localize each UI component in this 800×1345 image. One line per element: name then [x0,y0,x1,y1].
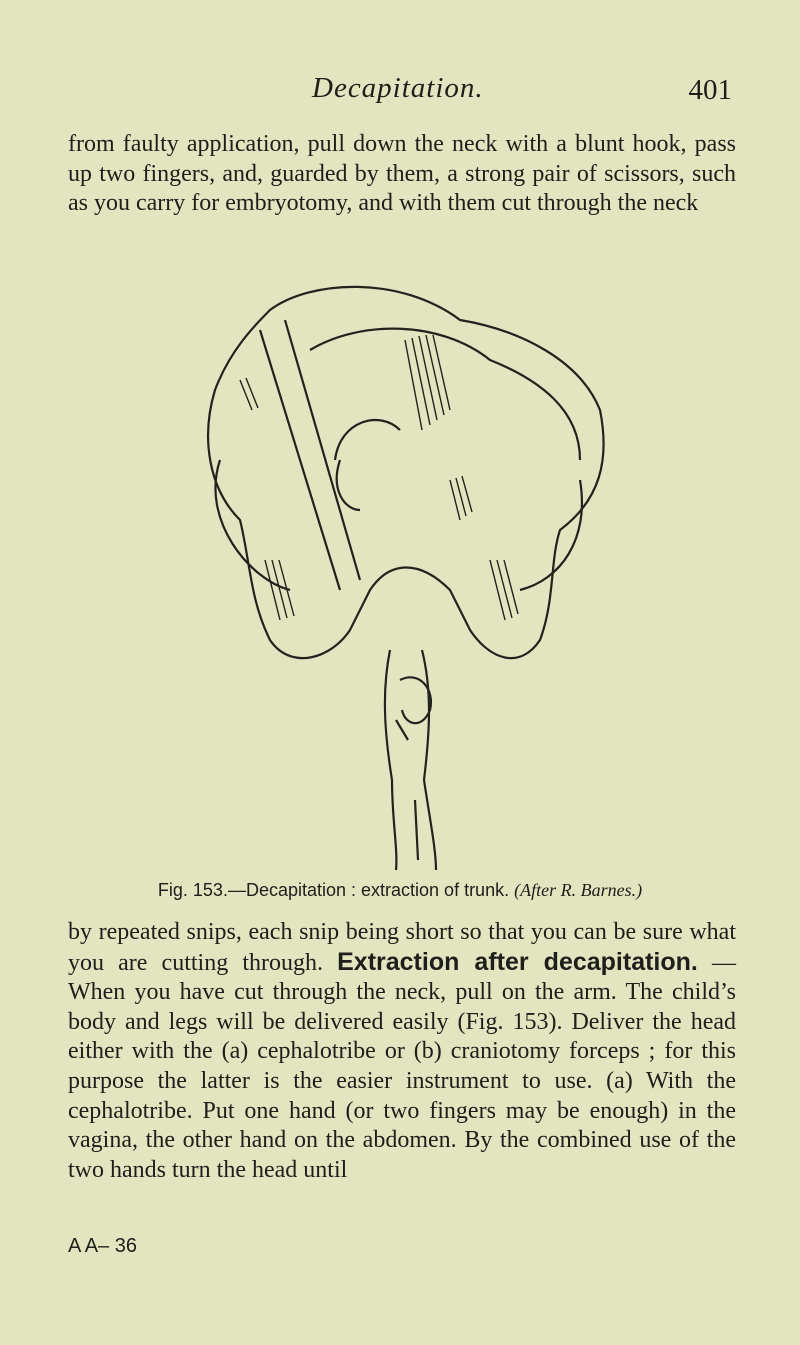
running-title: Decapitation. [312,72,484,104]
paragraph-top [68,130,736,219]
figure-caption-text: Fig. 153.—Decapitation : extraction of trunk. [157,880,510,900]
figure-credit: (After R. Barnes.) [514,880,643,900]
figure-caption [0,880,800,901]
paragraph-bottom [68,918,736,1185]
decapitation-diagram [160,260,640,880]
paragraph-lead-text: by repeated snips, each snip being short so that you can be sure what you are cutting through. [68,919,736,976]
paragraph-body-text: — When you have cut through the neck, pull on the arm. The child’s body and legs will be delivered easily (Fig. 153). Deliver the head either with the (a) cephalotribe or (b) craniotomy forceps ; for this purpose the latter is the easier instrument to use. (a) With the cephalotribe. Put one hand (or two fingers may be enough) in the vagina, the other hand on the abdomen. By the combined use of the two hands turn the head until [68,949,736,1183]
paragraph-bottom-text [68,918,736,1185]
section-heading: Extraction after decapitation. [337,947,698,976]
page-number: 401 [688,74,732,106]
running-header [312,72,732,116]
signature-mark: A A– 36 [68,1235,137,1257]
paragraph-top-text: from faulty application, pull down the neck with a blunt hook, pass up two fingers, and, guarded by them, a strong pair of scissors, such as you carry for embryotomy, and with them cut through the neck [68,131,736,217]
figure-illustration [160,260,640,880]
